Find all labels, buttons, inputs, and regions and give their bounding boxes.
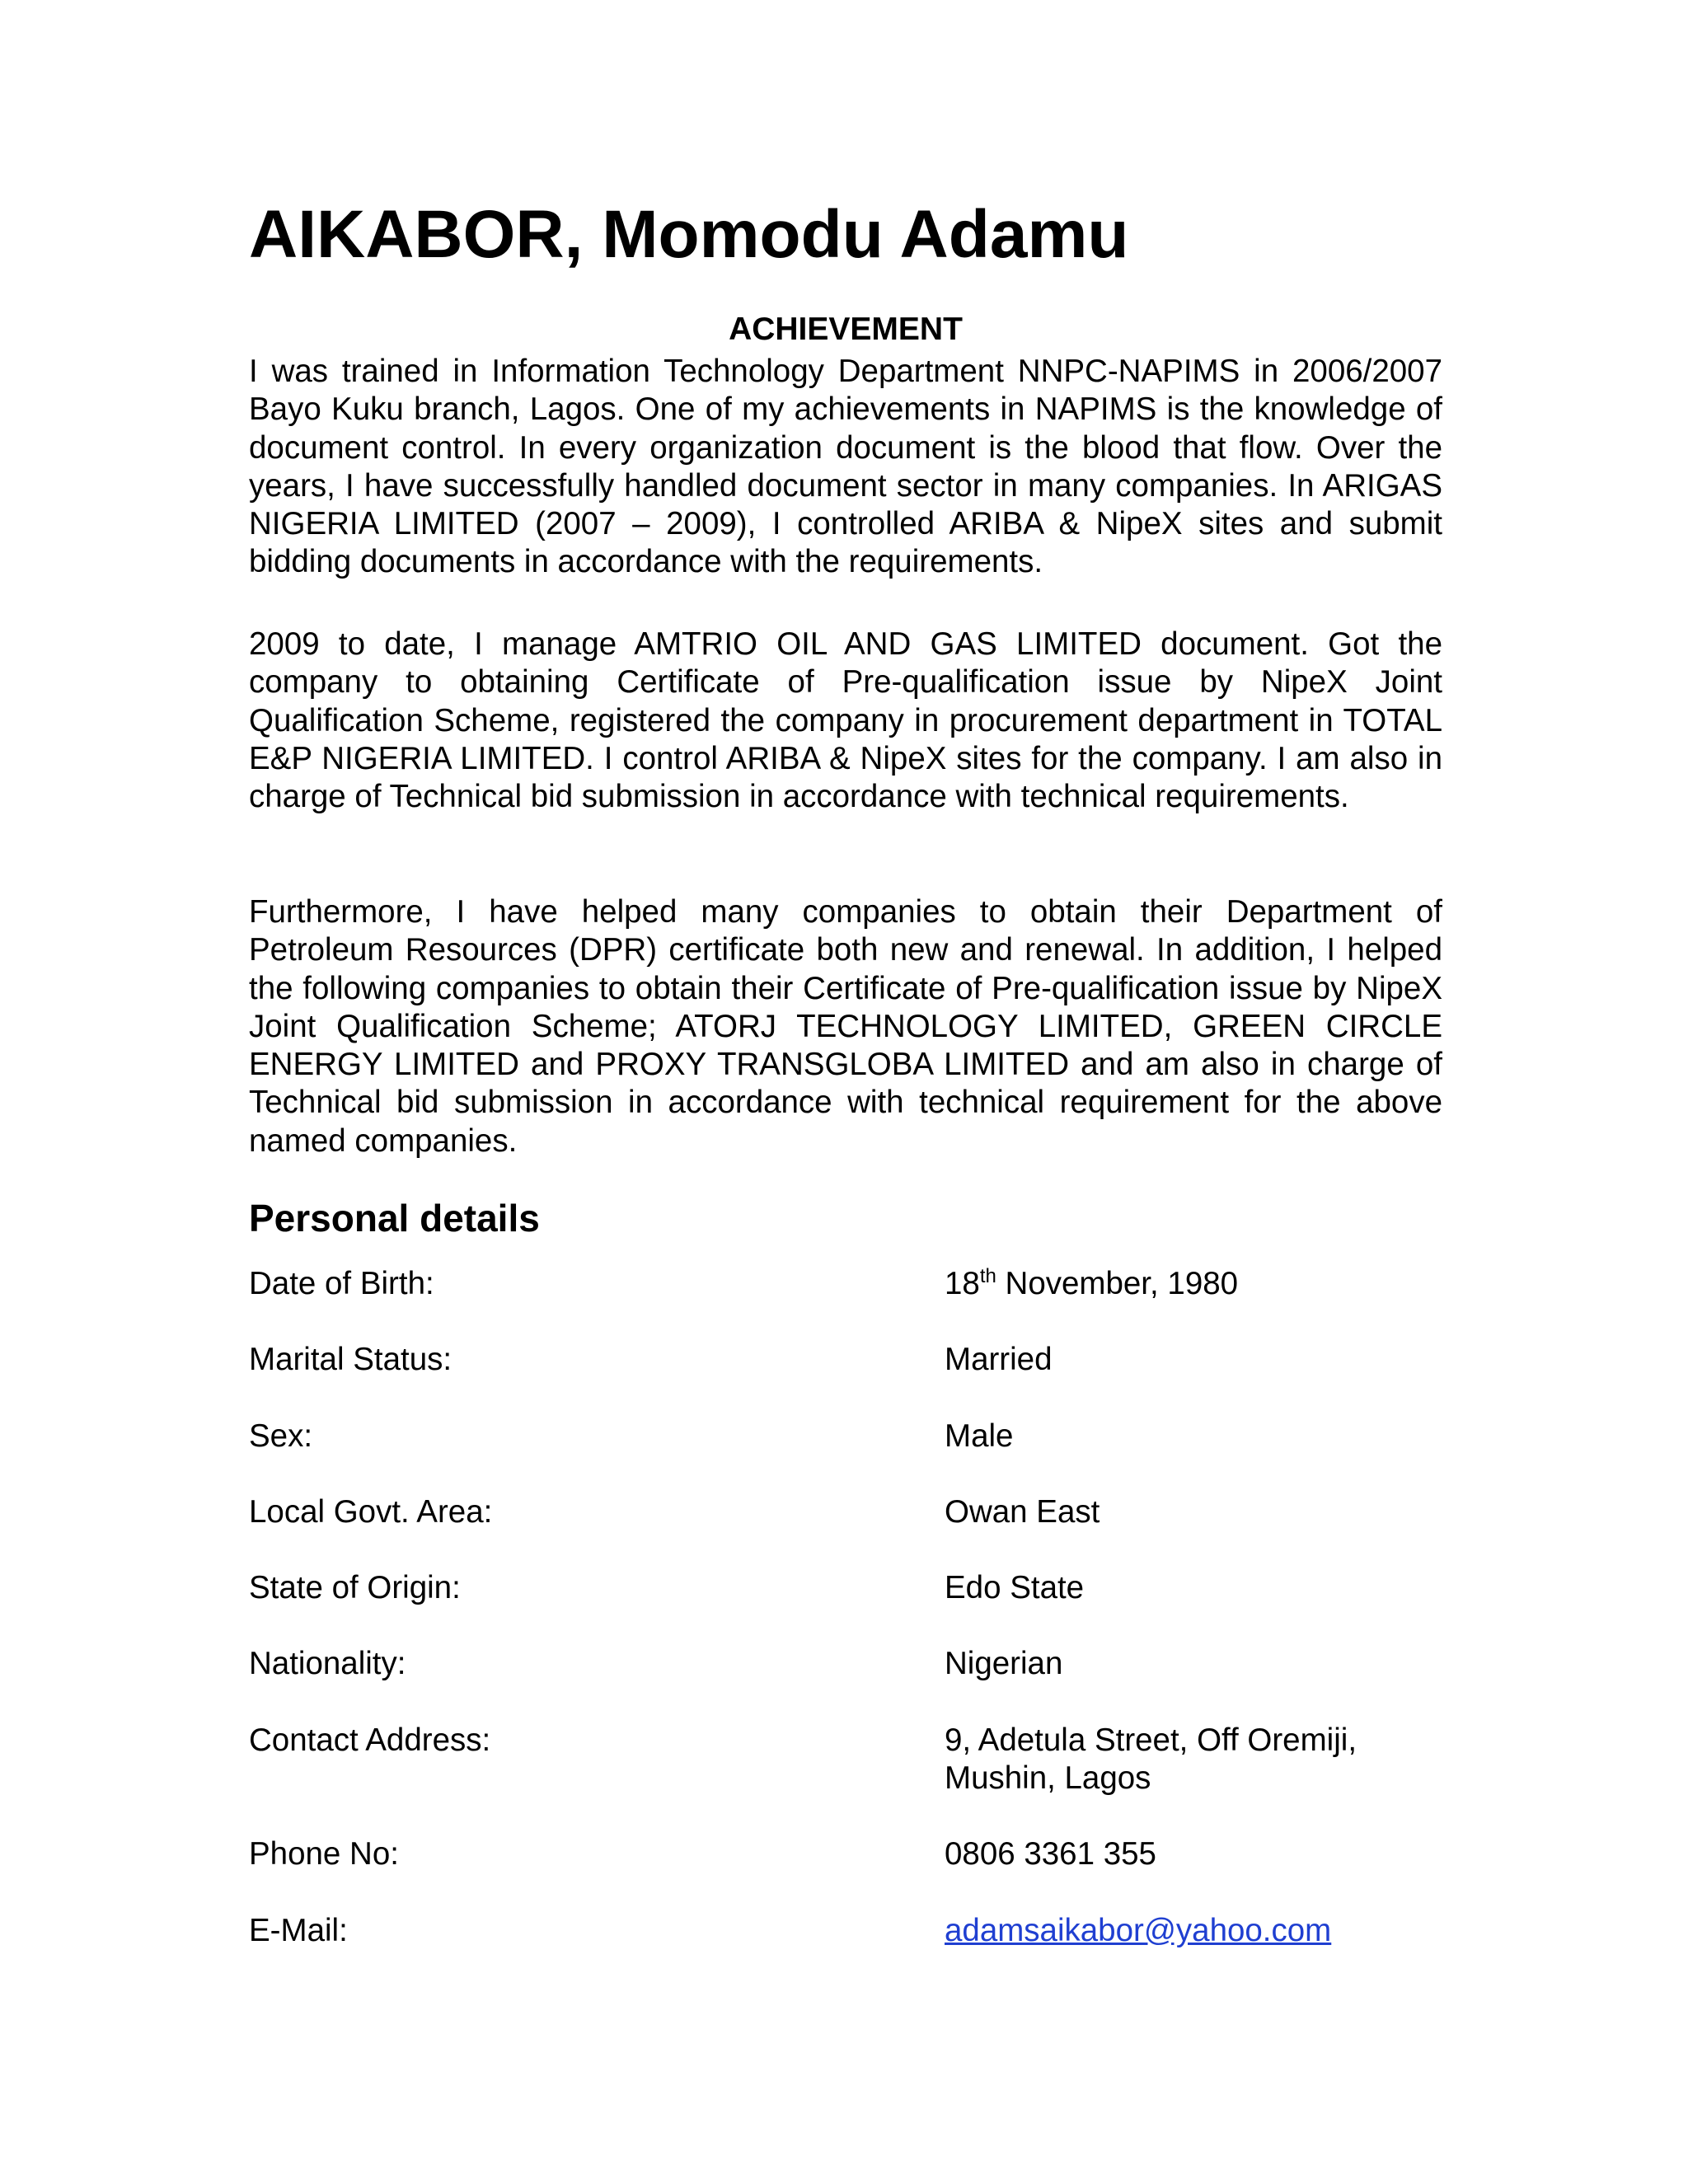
state-of-origin-label: State of Origin: [249, 1570, 461, 1605]
nationality-label: Nationality: [249, 1646, 406, 1681]
sex-label: Sex: [249, 1418, 313, 1454]
achievement-paragraph-1: I was trained in Information Technology Department NNPC-NAPIMS in 2006/2007 Bayo Kuku branch, Lagos. One of my achievements in NAPIMS is the knowledge of document control. In every organization document is the blood that flow. Over the years, I have successfully handled document sector in many companies. In ARIGAS NIGERIA LIMITED (2007 – 2009), I controlled ARIBA & NipeX sites and submit bidding documents in accordance with the requirements. [249, 354, 1442, 580]
marital-status-label: Marital Status: [249, 1342, 452, 1377]
phone-label: Phone No: [249, 1836, 399, 1872]
phone-value: 0806 3361 355 [945, 1836, 1156, 1872]
state-of-origin-value: Edo State [945, 1570, 1085, 1605]
dob-label: Date of Birth: [249, 1266, 434, 1301]
dob-day: 18 [945, 1266, 980, 1301]
contact-address-label: Contact Address: [249, 1722, 491, 1758]
applicant-name: AIKABOR, Momodu Adamu [249, 197, 1129, 272]
contact-address-line-2: Mushin, Lagos [945, 1760, 1151, 1796]
email-link[interactable]: adamsaikabor@yahoo.com [945, 1913, 1332, 1948]
dob-month-year: November, 1980 [996, 1266, 1239, 1301]
lga-label: Local Govt. Area: [249, 1494, 493, 1530]
sex-value: Male [945, 1418, 1014, 1454]
dob-value [945, 1265, 1238, 1303]
personal-details-heading: Personal details [249, 1197, 540, 1240]
achievement-paragraph-3: Furthermore, I have helped many companies to obtain their Department of Petroleum Resources (DPR) certificate both new and renewal. In addition, I helped the following companies to obtain their Certificate of Pre-qualification issue by NipeX Joint Qualification Scheme; ATORJ TECHNOLOGY LIMITED, GREEN CIRCLE ENERGY LIMITED and PROXY TRANSGLOBA LIMITED and am also in charge of Technical bid submission in accordance with technical requirement for the above named companies. [249, 894, 1442, 1159]
marital-status-value: Married [945, 1342, 1053, 1377]
dob-day-suffix: th [979, 1265, 996, 1287]
achievement-paragraph-2: 2009 to date, I manage AMTRIO OIL AND GAS LIMITED document. Got the company to obtaining Certificate of Pre-qualification issue by NipeX Joint Qualification Scheme, registered the company in procurement department in TOTAL E&P NIGERIA LIMITED. I control ARIBA & NipeX sites for the company. I am also in charge of Technical bid submission in accordance with technical requirements. [249, 626, 1442, 815]
achievement-heading: ACHIEVEMENT [729, 312, 963, 347]
email-value [945, 1912, 1331, 1950]
nationality-value: Nigerian [945, 1646, 1063, 1681]
email-label: E-Mail: [249, 1913, 348, 1948]
lga-value: Owan East [945, 1494, 1100, 1530]
contact-address-line-1: 9, Adetula Street, Off Oremiji, [945, 1722, 1357, 1758]
resume-page [249, 0, 1442, 2184]
